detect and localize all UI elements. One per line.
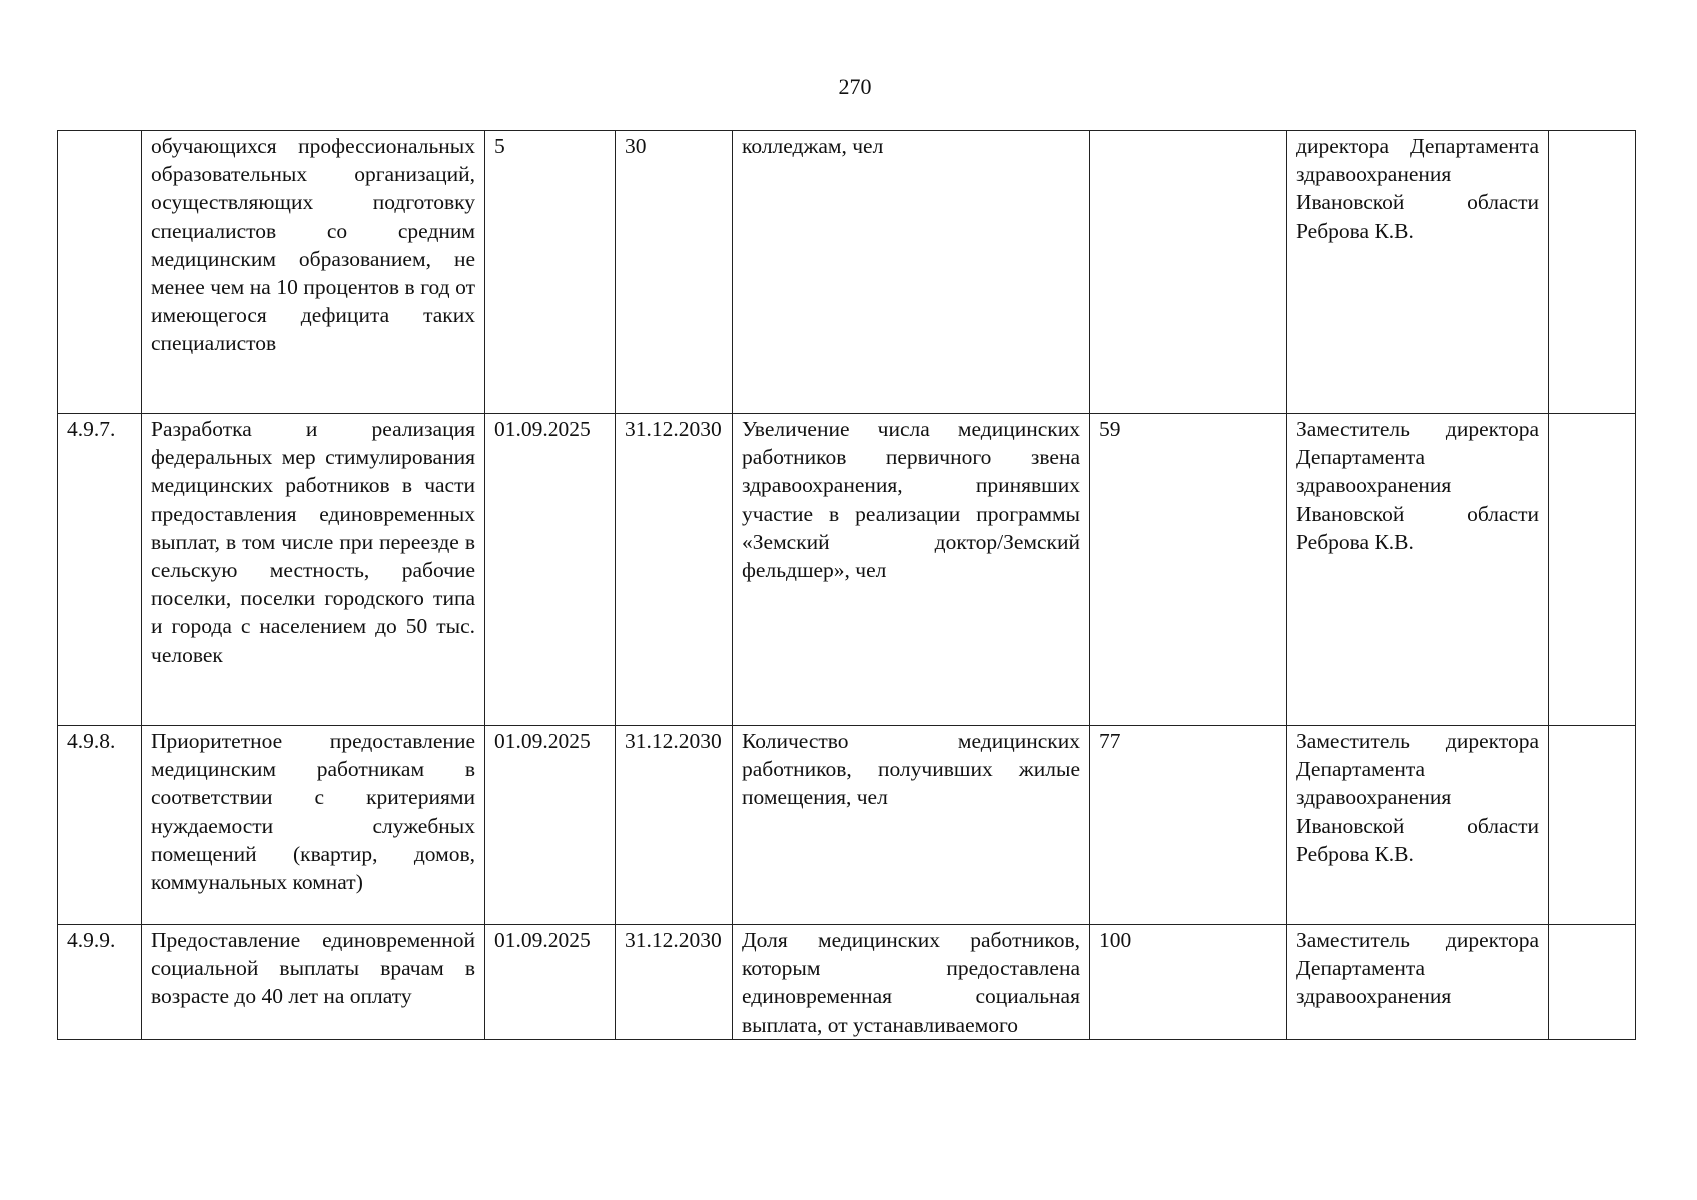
indicator: колледжам, чел [733, 131, 1090, 414]
start-date: 01.09.2025 [485, 726, 616, 925]
row-number: 4.9.9. [58, 925, 142, 1040]
page-number: 270 [838, 74, 872, 99]
table-row [58, 726, 1636, 925]
target-value: 77 [1090, 726, 1287, 925]
measures-table [57, 130, 1636, 1040]
end-date: 31.12.2030 [616, 925, 733, 1040]
end-date: 31.12.2030 [616, 726, 733, 925]
row-number: 4.9.7. [58, 414, 142, 726]
note-cell [1549, 925, 1636, 1040]
measure-name: Предоставление единовременной социальной выплаты врачам в возрасте до 40 лет на оплату [142, 925, 485, 1040]
end-date: 30 [616, 131, 733, 414]
indicator: Доля медицинских работников, которым предоставлена единовременная социальная выплата, от устанавливаемого [733, 925, 1090, 1040]
note-cell [1549, 726, 1636, 925]
start-date: 5 [485, 131, 616, 414]
table-row [58, 414, 1636, 726]
indicator: Увеличение числа медицинских работников первичного звена здравоохранения, принявших участие в реализации программы «Земский доктор/Земский фельдшер», чел [733, 414, 1090, 726]
row-number [58, 131, 142, 414]
responsible-person: директора Департамента здравоохранения Ивановской области Реброва К.В. [1287, 131, 1549, 414]
table-row [58, 131, 1636, 414]
target-value [1090, 131, 1287, 414]
responsible-person: Заместитель директора Департамента здравоохранения Ивановской области Реброва К.В. [1287, 414, 1549, 726]
target-value: 100 [1090, 925, 1287, 1040]
row-number: 4.9.8. [58, 726, 142, 925]
measure-name: обучающихся профессиональных образовательных организаций, осуществляющих подготовку специалистов со средним медицинским образованием, не менее чем на 10 процентов в год от имеющегося дефицита таких специалистов [142, 131, 485, 414]
note-cell [1549, 414, 1636, 726]
start-date: 01.09.2025 [485, 925, 616, 1040]
responsible-person: Заместитель директора Департамента здравоохранения [1287, 925, 1549, 1040]
start-date: 01.09.2025 [485, 414, 616, 726]
end-date: 31.12.2030 [616, 414, 733, 726]
measure-name: Приоритетное предоставление медицинским работникам в соответствии с критериями нуждаемости служебных помещений (квартир, домов, коммунальных комнат) [142, 726, 485, 925]
table-row [58, 925, 1636, 1040]
note-cell [1549, 131, 1636, 414]
measure-name: Разработка и реализация федеральных мер стимулирования медицинских работников в части предоставления единовременных выплат, в том числе при переезде в сельскую местность, рабочие поселки, поселки городского типа и города с населением до 50 тыс. человек [142, 414, 485, 726]
indicator: Количество медицинских работников, получивших жилые помещения, чел [733, 726, 1090, 925]
target-value: 59 [1090, 414, 1287, 726]
responsible-person: Заместитель директора Департамента здравоохранения Ивановской области Реброва К.В. [1287, 726, 1549, 925]
